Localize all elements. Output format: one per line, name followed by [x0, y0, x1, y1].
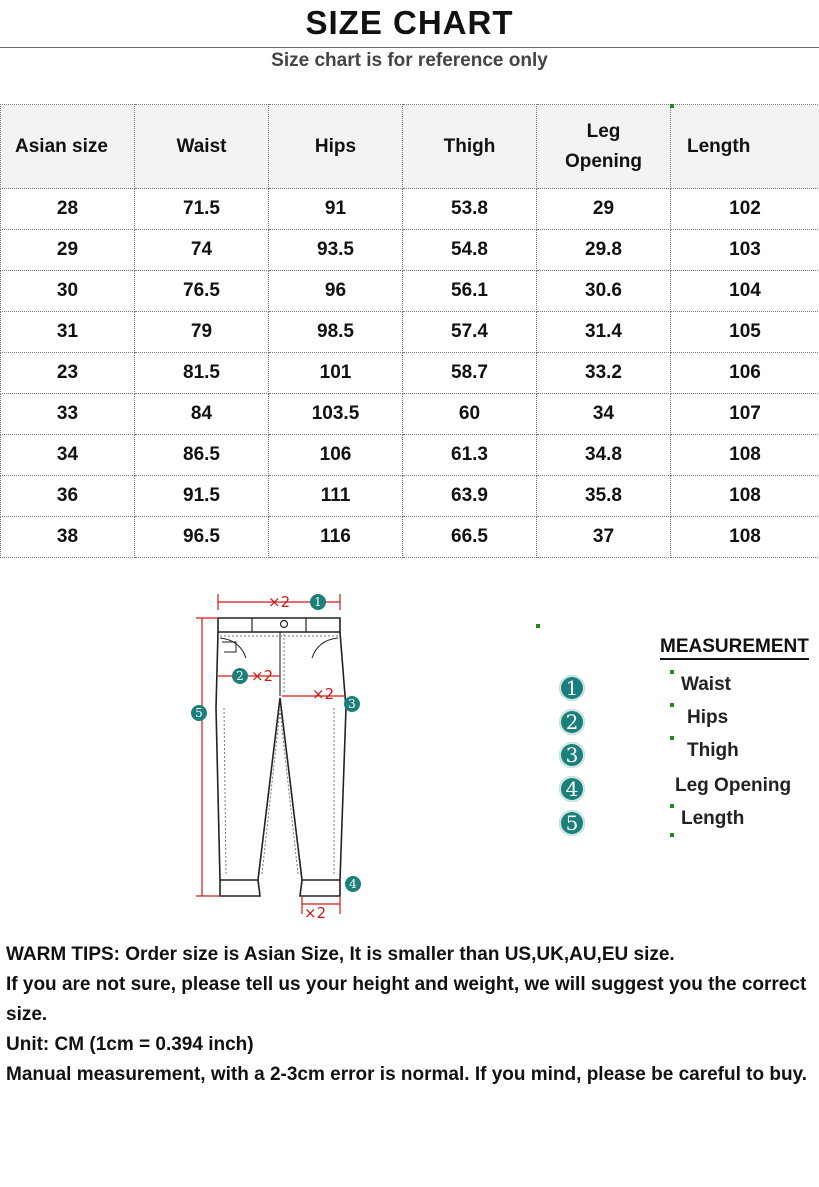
cell-hips: 103.5 [269, 394, 403, 435]
cell-hips: 91 [269, 189, 403, 230]
corner-mark [536, 624, 540, 628]
cell-size: 33 [1, 394, 135, 435]
measurement-heading: MEASUREMENT [660, 636, 809, 660]
table-header-row [1, 105, 819, 189]
table-row [1, 394, 819, 435]
cell-hips: 116 [269, 517, 403, 558]
corner-mark [670, 804, 674, 808]
cell-waist: 71.5 [135, 189, 269, 230]
cell-length: 102 [671, 189, 819, 230]
waist-multiplier: ×2 [268, 593, 291, 611]
legend-label-length: Length [681, 808, 745, 829]
cell-size: 31 [1, 312, 135, 353]
title-divider [0, 47, 819, 48]
cell-length: 108 [671, 435, 819, 476]
cell-length: 108 [671, 476, 819, 517]
cell-waist: 91.5 [135, 476, 269, 517]
thigh-multiplier: ×2 [312, 685, 335, 703]
cell-thigh: 56.1 [403, 271, 537, 312]
cell-leg-opening: 30.6 [537, 271, 671, 312]
cell-leg-opening: 29 [537, 189, 671, 230]
trousers-diagram [178, 588, 368, 920]
cell-length: 107 [671, 394, 819, 435]
cell-waist: 84 [135, 394, 269, 435]
legend-badge-2: 2 [559, 709, 585, 735]
table-row [1, 230, 819, 271]
cell-waist: 86.5 [135, 435, 269, 476]
cell-thigh: 66.5 [403, 517, 537, 558]
cell-thigh: 54.8 [403, 230, 537, 271]
cell-leg-opening: 34 [537, 394, 671, 435]
cell-size: 34 [1, 435, 135, 476]
cell-size: 29 [1, 230, 135, 271]
leg-opening-multiplier: ×2 [304, 904, 327, 920]
cell-hips: 93.5 [269, 230, 403, 271]
corner-mark [670, 833, 674, 837]
cell-leg-opening: 35.8 [537, 476, 671, 517]
table-row [1, 189, 819, 230]
tip-line: If you are not sure, please tell us your height and weight, we will suggest you the correct size. [6, 974, 807, 1025]
legend-badge-3: 3 [559, 742, 585, 768]
legend-badge-4: 4 [559, 776, 585, 802]
cell-thigh: 61.3 [403, 435, 537, 476]
page-subtitle: Size chart is for reference only [271, 50, 548, 71]
cell-leg-opening: 31.4 [537, 312, 671, 353]
cell-length: 104 [671, 271, 819, 312]
hips-multiplier: ×2 [251, 667, 274, 685]
tip-line: WARM TIPS: Order size is Asian Size, It is smaller than US,UK,AU,EU size. [6, 944, 675, 965]
diagram-badge-3: 3 [348, 697, 356, 711]
corner-mark [670, 736, 674, 740]
cell-thigh: 63.9 [403, 476, 537, 517]
table-row [1, 312, 819, 353]
cell-leg-opening: 29.8 [537, 230, 671, 271]
diagram-badge-1: 1 [314, 595, 322, 609]
cell-size: 36 [1, 476, 135, 517]
cell-waist: 96.5 [135, 517, 269, 558]
legend-badge-5: 5 [559, 810, 585, 836]
cell-thigh: 60 [403, 394, 537, 435]
header-hips: Hips [269, 105, 403, 189]
header-length: Length [671, 105, 819, 189]
cell-hips: 106 [269, 435, 403, 476]
cell-waist: 79 [135, 312, 269, 353]
warm-tips [6, 940, 818, 1090]
cell-size: 30 [1, 271, 135, 312]
cell-length: 103 [671, 230, 819, 271]
cell-leg-opening: 37 [537, 517, 671, 558]
legend-label-hips: Hips [687, 707, 729, 728]
cell-length: 105 [671, 312, 819, 353]
cell-waist: 76.5 [135, 271, 269, 312]
cell-length: 106 [671, 353, 819, 394]
corner-mark [670, 104, 674, 108]
table-row [1, 517, 819, 558]
page-title: SIZE CHART [305, 4, 514, 41]
header-asian-size: Asian size [1, 105, 135, 189]
legend-label-leg-opening: Leg Opening [675, 775, 792, 796]
cell-thigh: 57.4 [403, 312, 537, 353]
legend-label-thigh: Thigh [687, 740, 739, 761]
header-waist: Waist [135, 105, 269, 189]
tip-line: Manual measurement, with a 2-3cm error is normal. If you mind, please be careful to buy. [6, 1064, 808, 1085]
header-thigh: Thigh [403, 105, 537, 189]
cell-size: 38 [1, 517, 135, 558]
legend-badge-1: 1 [559, 675, 585, 701]
cell-waist: 81.5 [135, 353, 269, 394]
cell-hips: 96 [269, 271, 403, 312]
diagram-badge-4: 4 [349, 877, 357, 891]
corner-mark [670, 703, 674, 707]
cell-size: 28 [1, 189, 135, 230]
cell-hips: 111 [269, 476, 403, 517]
diagram-badge-5: 5 [195, 706, 203, 720]
table-row [1, 271, 819, 312]
cell-waist: 74 [135, 230, 269, 271]
tip-line: Unit: CM (1cm = 0.394 inch) [6, 1034, 254, 1055]
cell-size: 23 [1, 353, 135, 394]
cell-leg-opening: 33.2 [537, 353, 671, 394]
cell-hips: 101 [269, 353, 403, 394]
cell-thigh: 58.7 [403, 353, 537, 394]
cell-length: 108 [671, 517, 819, 558]
header-leg-opening-label: Leg Opening [564, 120, 643, 172]
header-leg-opening [537, 105, 671, 189]
trousers-outline-icon [216, 618, 346, 896]
legend-label-waist: Waist [681, 674, 731, 695]
size-table [0, 104, 819, 558]
table-row [1, 476, 819, 517]
table-row [1, 435, 819, 476]
cell-hips: 98.5 [269, 312, 403, 353]
table-row [1, 353, 819, 394]
diagram-badge-2: 2 [236, 669, 244, 683]
cell-thigh: 53.8 [403, 189, 537, 230]
cell-leg-opening: 34.8 [537, 435, 671, 476]
corner-mark [670, 670, 674, 674]
